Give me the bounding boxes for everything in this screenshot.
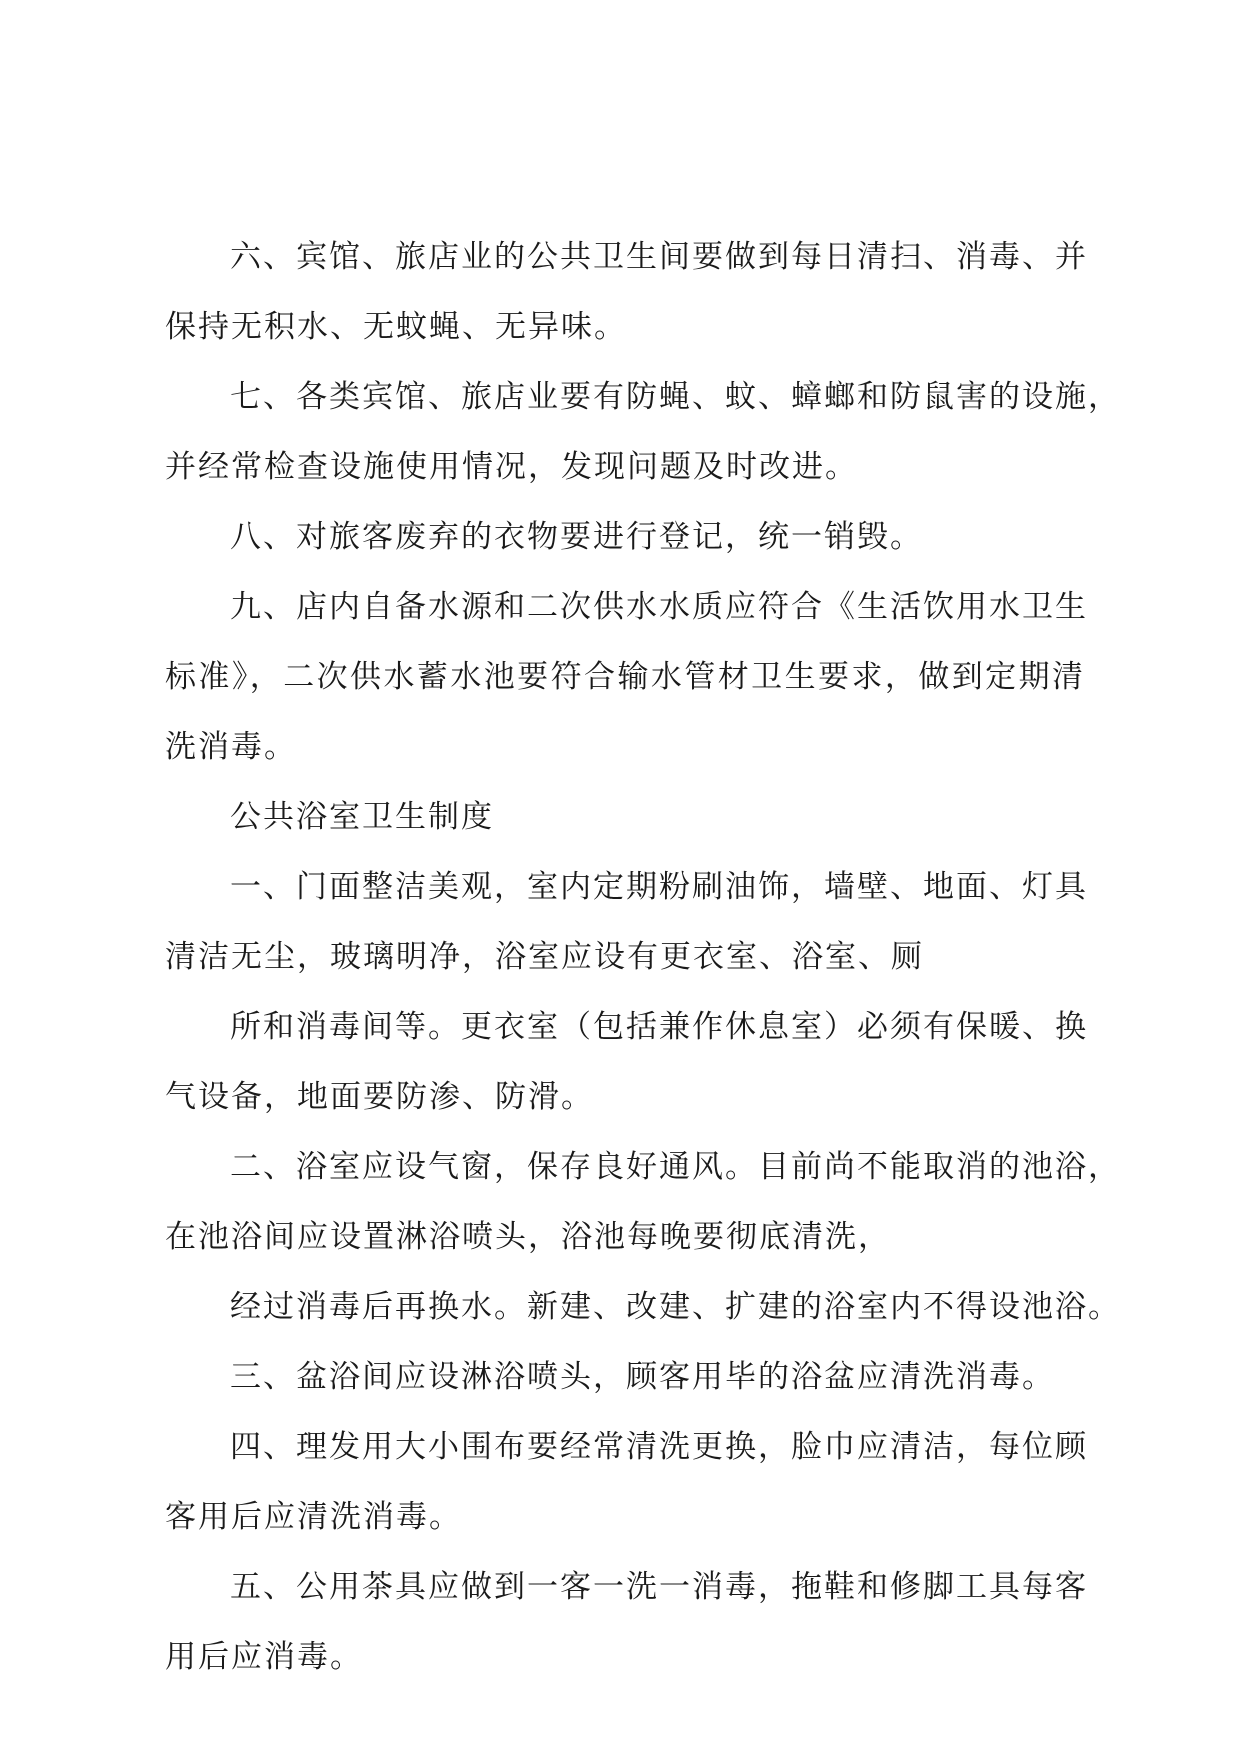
bath-paragraph-4-line-2: 客用后应清洗消毒。 [165,1499,462,1535]
bath-paragraph-1-line-2: 清洁无尘，玻璃明净，浴室应设有更衣室、浴室、厕 [165,939,924,975]
paragraph-9-line-3: 洗消毒。 [165,729,297,765]
paragraph-9-line-2: 标准》，二次供水蓄水池要符合输水管材卫生要求，做到定期清 [165,659,1085,695]
bath-paragraph-1b-line-2: 气设备，地面要防渗、防滑。 [165,1079,594,1115]
bath-paragraph-2-line-2: 在池浴间应设置淋浴喷头，浴池每晚要彻底清洗， [165,1219,891,1255]
paragraph-8-line-1: 八、对旅客废弃的衣物要进行登记，统一销毁。 [230,519,923,555]
paragraph-7-line-2: 并经常检查设施使用情况，发现问题及时改进。 [165,449,858,485]
bath-paragraph-1-line-1: 一、门面整洁美观，室内定期粉刷油饰，墙壁、地面、灯具 [230,869,1088,905]
bath-paragraph-2b-line-1: 经过消毒后再换水。新建、改建、扩建的浴室内不得设池浴。 [230,1289,1121,1325]
bath-paragraph-2-line-1: 二、浴室应设气窗，保存良好通风。目前尚不能取消的池浴， [230,1149,1121,1185]
bath-paragraph-5-line-2: 用后应消毒。 [165,1639,363,1675]
paragraph-9-line-1: 九、店内自备水源和二次供水水质应符合《生活饮用水卫生 [230,589,1088,625]
bath-paragraph-5-line-1: 五、公用茶具应做到一客一洗一消毒，拖鞋和修脚工具每客 [230,1569,1088,1605]
paragraph-7-line-1: 七、各类宾馆、旅店业要有防蝇、蚊、蟑螂和防鼠害的设施， [230,379,1121,415]
paragraph-6-line-2: 保持无积水、无蚊蝇、无异味。 [165,309,627,345]
paragraph-6-line-1: 六、宾馆、旅店业的公共卫生间要做到每日清扫、消毒、并 [230,239,1088,275]
bath-paragraph-4-line-1: 四、理发用大小围布要经常清洗更换，脸巾应清洁，每位顾 [230,1429,1088,1465]
bath-paragraph-1b-line-1: 所和消毒间等。更衣室（包括兼作休息室）必须有保暖、换 [230,1009,1088,1045]
bath-paragraph-3-line-1: 三、盆浴间应设淋浴喷头，顾客用毕的浴盆应清洗消毒。 [230,1359,1055,1395]
section-heading: 公共浴室卫生制度 [230,799,494,835]
